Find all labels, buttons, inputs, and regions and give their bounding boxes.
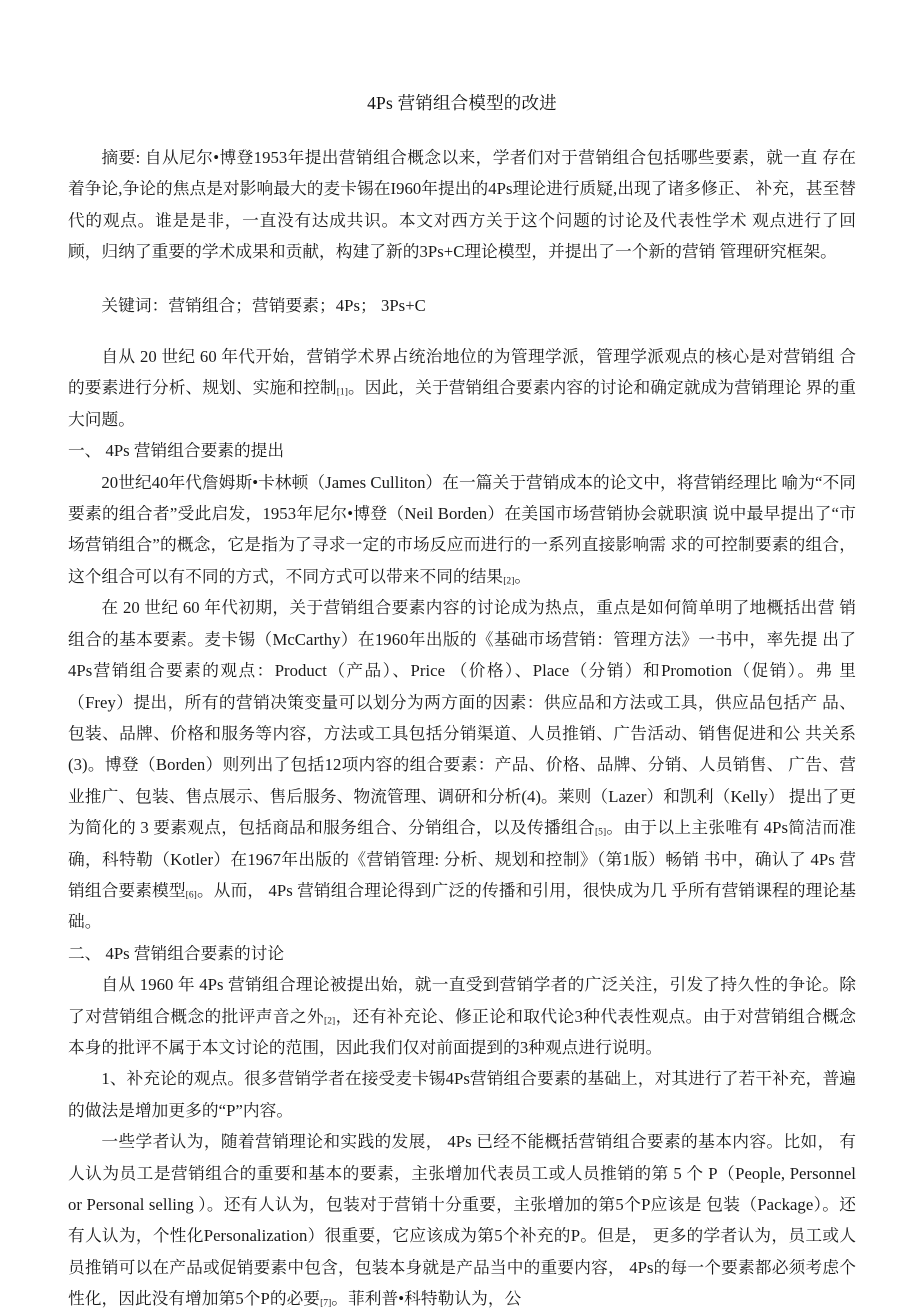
section-heading-1 xyxy=(68,435,856,466)
paragraph-intro-text: 自从 20 世纪 60 年代开始，营销学术界占统治地位的为管理学派，管理学派观点的核心是对营销组 合的要素进行分析、规划、实施和控制$_{[1]}$。因此，关于营销组合要素内容的讨论和确定就成为营销理论 界的重大问题。 xyxy=(68,347,856,429)
section-heading-1-text: 一、 4Ps 营销组合要素的提出 xyxy=(68,441,285,461)
page-title: 4Ps 营销组合模型的改进 xyxy=(367,93,557,113)
paragraph-supplement-text: 1、补充论的观点。很多营销学者在接受麦卡锡4Ps营销组合要素的基础上，对其进行了若干补充，普遍的做法是增加更多的“P”内容。 xyxy=(68,1069,856,1120)
paragraph-culliton xyxy=(68,467,856,593)
keywords-text: 关键词：营销组合；营销要素；4Ps； 3Ps+C xyxy=(101,295,426,315)
document-body xyxy=(68,88,856,1315)
paragraph-debate-text: 自从 1960 年 4Ps 营销组合理论被提出始，就一直受到营销学者的广泛关注，引发了持久性的争论。除了对营销组合概念的批评声音之外$_{[2]}$，还有补充论、修正论和取代论3种代表性观点。由于对营销组合概念本身的批评不属于本文讨论的范围，因此我们仅对前面提到的3种观点进行说明。 xyxy=(68,975,857,1057)
abstract-text: 摘要: 自从尼尔•博登1953年提出营销组合概念以来，学者们对于营销组合包括哪些要素，就一直 存在着争论,争论的焦点是对影响最大的麦卡锡在I960年提出的4Ps理论进行质疑,出现了诸多修正、 补充，甚至替代的观点。谁是是非，一直没有达成共识。本文对西方关于这个问题的讨论及代表性学术 观点进行了回顾，归纳了重要的学术成果和贡献，构建了新的3Ps+C理论模型，并提出了一个新的营销 管理研究框架。 xyxy=(68,148,856,262)
abstract-paragraph xyxy=(68,142,856,268)
paragraph-fifth-p xyxy=(68,1126,856,1314)
paragraph-supplement xyxy=(68,1063,856,1126)
paragraph-intro xyxy=(68,341,856,435)
spacer-after-abstract xyxy=(68,268,856,290)
spacer-after-keywords xyxy=(68,321,856,341)
section-heading-2 xyxy=(68,938,856,969)
paragraph-fifth-p-text: 一些学者认为，随着营销理论和实践的发展， 4Ps 已经不能概括营销组合要素的基本内容。比如， 有人认为员工是营销组合的重要和基本的要素，主张增加代表员工或人员推销的第 5 个 P（People, Personnel or Personal selling ）。还有人认为，包装对于营销十分重要，主张增加的第5个P应该是 包装（Package）。还有人认为，个性化Personalization）很重要，它应该成为第5个补充的P。但是， 更多的学者认为，员工或人员推销可以在产品或促销要素中包含，包装本身就是产品当中的重要内容， 4Ps的每一个要素都必须考虑个性化，因此没有增加第5个P的必要$_{[7]}$。菲利普•科特勒认为，公 xyxy=(68,1132,856,1309)
paragraph-mccarthy xyxy=(68,592,856,937)
keywords-paragraph xyxy=(68,290,856,321)
section-heading-2-text: 二、 4Ps 营销组合要素的讨论 xyxy=(68,943,285,963)
paragraph-debate xyxy=(68,969,856,1063)
paragraph-mccarthy-text: 在 20 世纪 60 年代初期，关于营销组合要素内容的讨论成为热点，重点是如何简单明了地概括出营 销组合的基本要素。麦卡锡（McCarthy）在1960年出版的《基础市场营销：管理方法》一书中，率先提 出了 4Ps营销组合要素的观点：Product（产品）、Price （价格）、Place（分销）和Promotion（促销）。弗 里（Frey）提出，所有的营销决策变量可以划分为两方面的因素：供应品和方法或工具，供应品包括产 品、包装、品牌、价格和服务等内容，方法或工具包括分销渠道、人员推销、广告活动、销售促进和公 共关系(3)。博登（Borden）则列出了包括12项内容的组合要素：产品、价格、品牌、分销、人员销售、 广告、营业推广、包装、售点展示、售后服务、物流管理、调研和分析(4)。莱则（Lazer）和凯利（Kelly） 提出了更为简化的 3 要素观点，包括商品和服务组合、分销组合，以及传播组合$_{[5]}$。由于以上主张唯有 4Ps简洁而准确，科特勒（Kotler）在1967年出版的《营销管理: 分析、规划和控制》（第1版）畅销 书中，确认了 4Ps 营销组合要素模型$_{[6]}$。从而， 4Ps 营销组合理论得到广泛的传播和引用，很快成为几 乎所有营销课程的理论基础。 xyxy=(68,598,856,932)
paragraph-culliton-text: 20世纪40年代詹姆斯•卡林顿（James Culliton）在一篇关于营销成本的论文中，将营销经理比 喻为“不同要素的组合者”受此启发，1953年尼尔•博登（Neil Borden）在美国市场营销协会就职演 说中最早提出了“市场营销组合”的概念，它是指为了寻求一定的市场反应而进行的一系列直接影响需 求的可控制要素的组合，这个组合可以有不同的方式，不同方式可以带来不同的结果$_{[2]}$。 xyxy=(68,472,856,587)
